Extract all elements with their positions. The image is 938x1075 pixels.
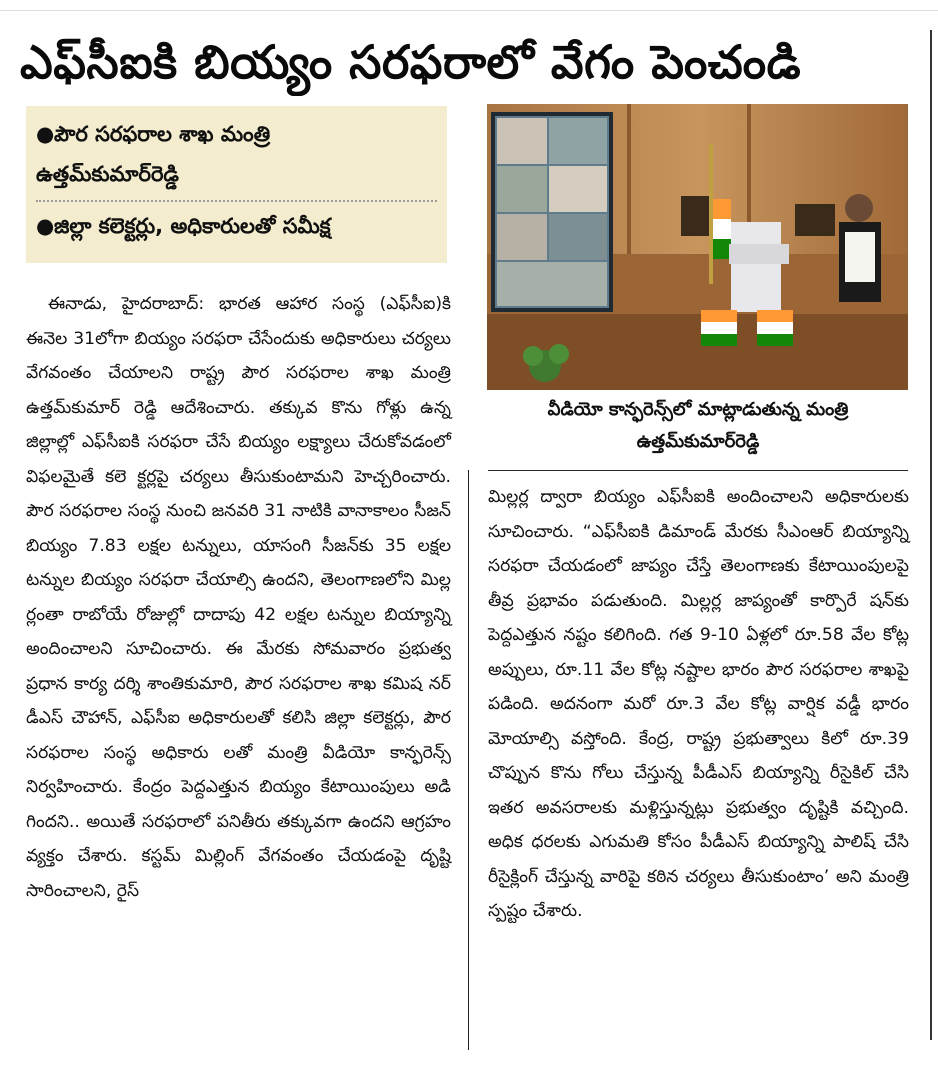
divider (488, 470, 908, 471)
page-border (930, 30, 932, 1040)
highlight-text-continued: ఉత్తమ్‌కుమార్‌రెడ్డి (36, 162, 179, 186)
previous-article-strip (0, 0, 938, 11)
photo-illustration (487, 104, 908, 390)
divider (36, 200, 437, 202)
highlight-text: పౌర సరఫరాల శాఖ మంత్రి (54, 122, 271, 146)
highlight-text: జిల్లా కలెక్టర్లు, అధికారులతో సమీక్ష (54, 214, 331, 238)
bullet-icon: ● (36, 122, 55, 146)
headline: ఎఫ్‌సీఐకి బియ్యం సరఫరాలో వేగం పెంచండి (20, 35, 802, 89)
photo-caption: వీడియో కాన్ఫరెన్స్‌లో మాట్లాడుతున్న మంత్రి ఉత్తమ్‌కుమార్‌రెడ్డి (547, 399, 849, 452)
article-body-left (26, 287, 451, 908)
highlight-item (36, 206, 437, 246)
body-paragraph: మిల్లర్ల ద్వారా బియ్యం ఎఫ్‌సీఐకి అందించాలని అధికారులకు సూచించారు. “ఎఫ్‌సీఐకి డిమాండ్‌ మేరకు సీఎంఆర్‌ బియ్యాన్ని సరఫరా చేయడంలో జాప్యం చేస్తే తెలంగాణకు కేటాయింపులపై తీవ్ర ప్రభావం పడుతుంది. మిల్లర్ల జాప్యంతో కార్పొరే షన్‌కు పెద్దఎత్తున నష్టం కలిగింది. గత 9-10 ఏళ్లలో రూ.58 వేల కోట్ల అప్పులు, రూ.11 వేల కోట్ల నష్టాల భారం పౌర సరఫరాల శాఖపై పడింది. అదనంగా మరో రూ.3 వేల కోట్ల వార్షిక వడ్డీ భారం మోయాల్సి వస్తోంది. కేంద్ర, రాష్ట్ర ప్రభుత్వాలు కిలో రూ.39 చొప్పున కొను గోలు చేస్తున్న పీడీఎస్‌ బియ్యాన్ని రీసైకిల్‌ చేసి ఇతర అవసరాలకు మళ్లిస్తున్నట్లు ప్రభుత్వం దృష్టికి వచ్చింది. అధిక ధరలకు ఎగుమతి కోసం పీడీఎస్‌ బియ్యాన్ని పాలిష్‌ చేసి రీసైక్లింగ్‌ చేస్తున్న వారిపై కఠిన చర్యలు తీసుకుంటాం’ అని మంత్రి స్పష్టం చేశారు. (488, 487, 909, 921)
article-body-right (488, 480, 909, 929)
body-paragraph: ఈనాడు, హైదరాబాద్‌: భారత ఆహార సంస్థ (ఎఫ్‌సీఐ)కి ఈనెల 31లోగా బియ్యం సరఫరా చేసేందుకు అధికారులు చర్యలు వేగవంతం చేయాలని రాష్ట్ర పౌర సరఫరాల శాఖ మంత్రి ఉత్తమ్‌కుమార్‌ రెడ్డి ఆదేశించారు. తక్కువ కొను గోళ్లు ఉన్న జిల్లాల్లో ఎఫ్‌సీఐకి సరఫరా చేసే బియ్యం లక్ష్యాలు చేరుకోవడంలో విఫలమైతే కలె క్టర్లపై చర్యలు తీసుకుంటామని హెచ్చరించారు. పౌర సరఫరాల సంస్థ నుంచి జనవరి 31 నాటికి వానాకాలం సీజన్‌ బియ్యం 7.83 లక్షల టన్నులు, యాసంగి సీజన్‌కు 35 లక్షల టన్నుల బియ్యం సరఫరా చేయాల్సి ఉందని, తెలంగాణలోని మిల్ల ర్లంతా రాబోయే రోజుల్లో దాదాపు 42 లక్షల టన్నుల బియ్యాన్ని అందించాలని సూచించారు. ఈ మేరకు సోమవారం ప్రభుత్వ ప్రధాన కార్య దర్శి శాంతికుమారి, పౌర సరఫరాల శాఖ కమిష నర్‌ డీఎస్‌ చౌహాన్‌, ఎఫ్‌సీఐ అధికారులతో కలిసి జిల్లా కలెక్టర్లు, పౌర సరఫరాల సంస్థ అధికారు లతో మంత్రి వీడియో కాన్ఫరెన్స్‌ నిర్వహించారు. కేంద్రం పెద్దఎత్తున బియ్యం కేటాయింపులు అడి గిందని.. అయితే సరఫరాలో పనితీరు తక్కువగా ఉందని ఆగ్రహం వ్యక్తం చేశారు. కస్టమ్‌ మిల్లింగ్‌ వేగవంతం చేయడంపై దృష్టి సారించాలని, రైస్‌ (26, 294, 451, 901)
highlights-box (26, 106, 447, 263)
bullet-icon: ● (36, 214, 55, 238)
column-divider (468, 470, 469, 1050)
highlight-item (36, 114, 437, 154)
article-photo (487, 104, 908, 390)
